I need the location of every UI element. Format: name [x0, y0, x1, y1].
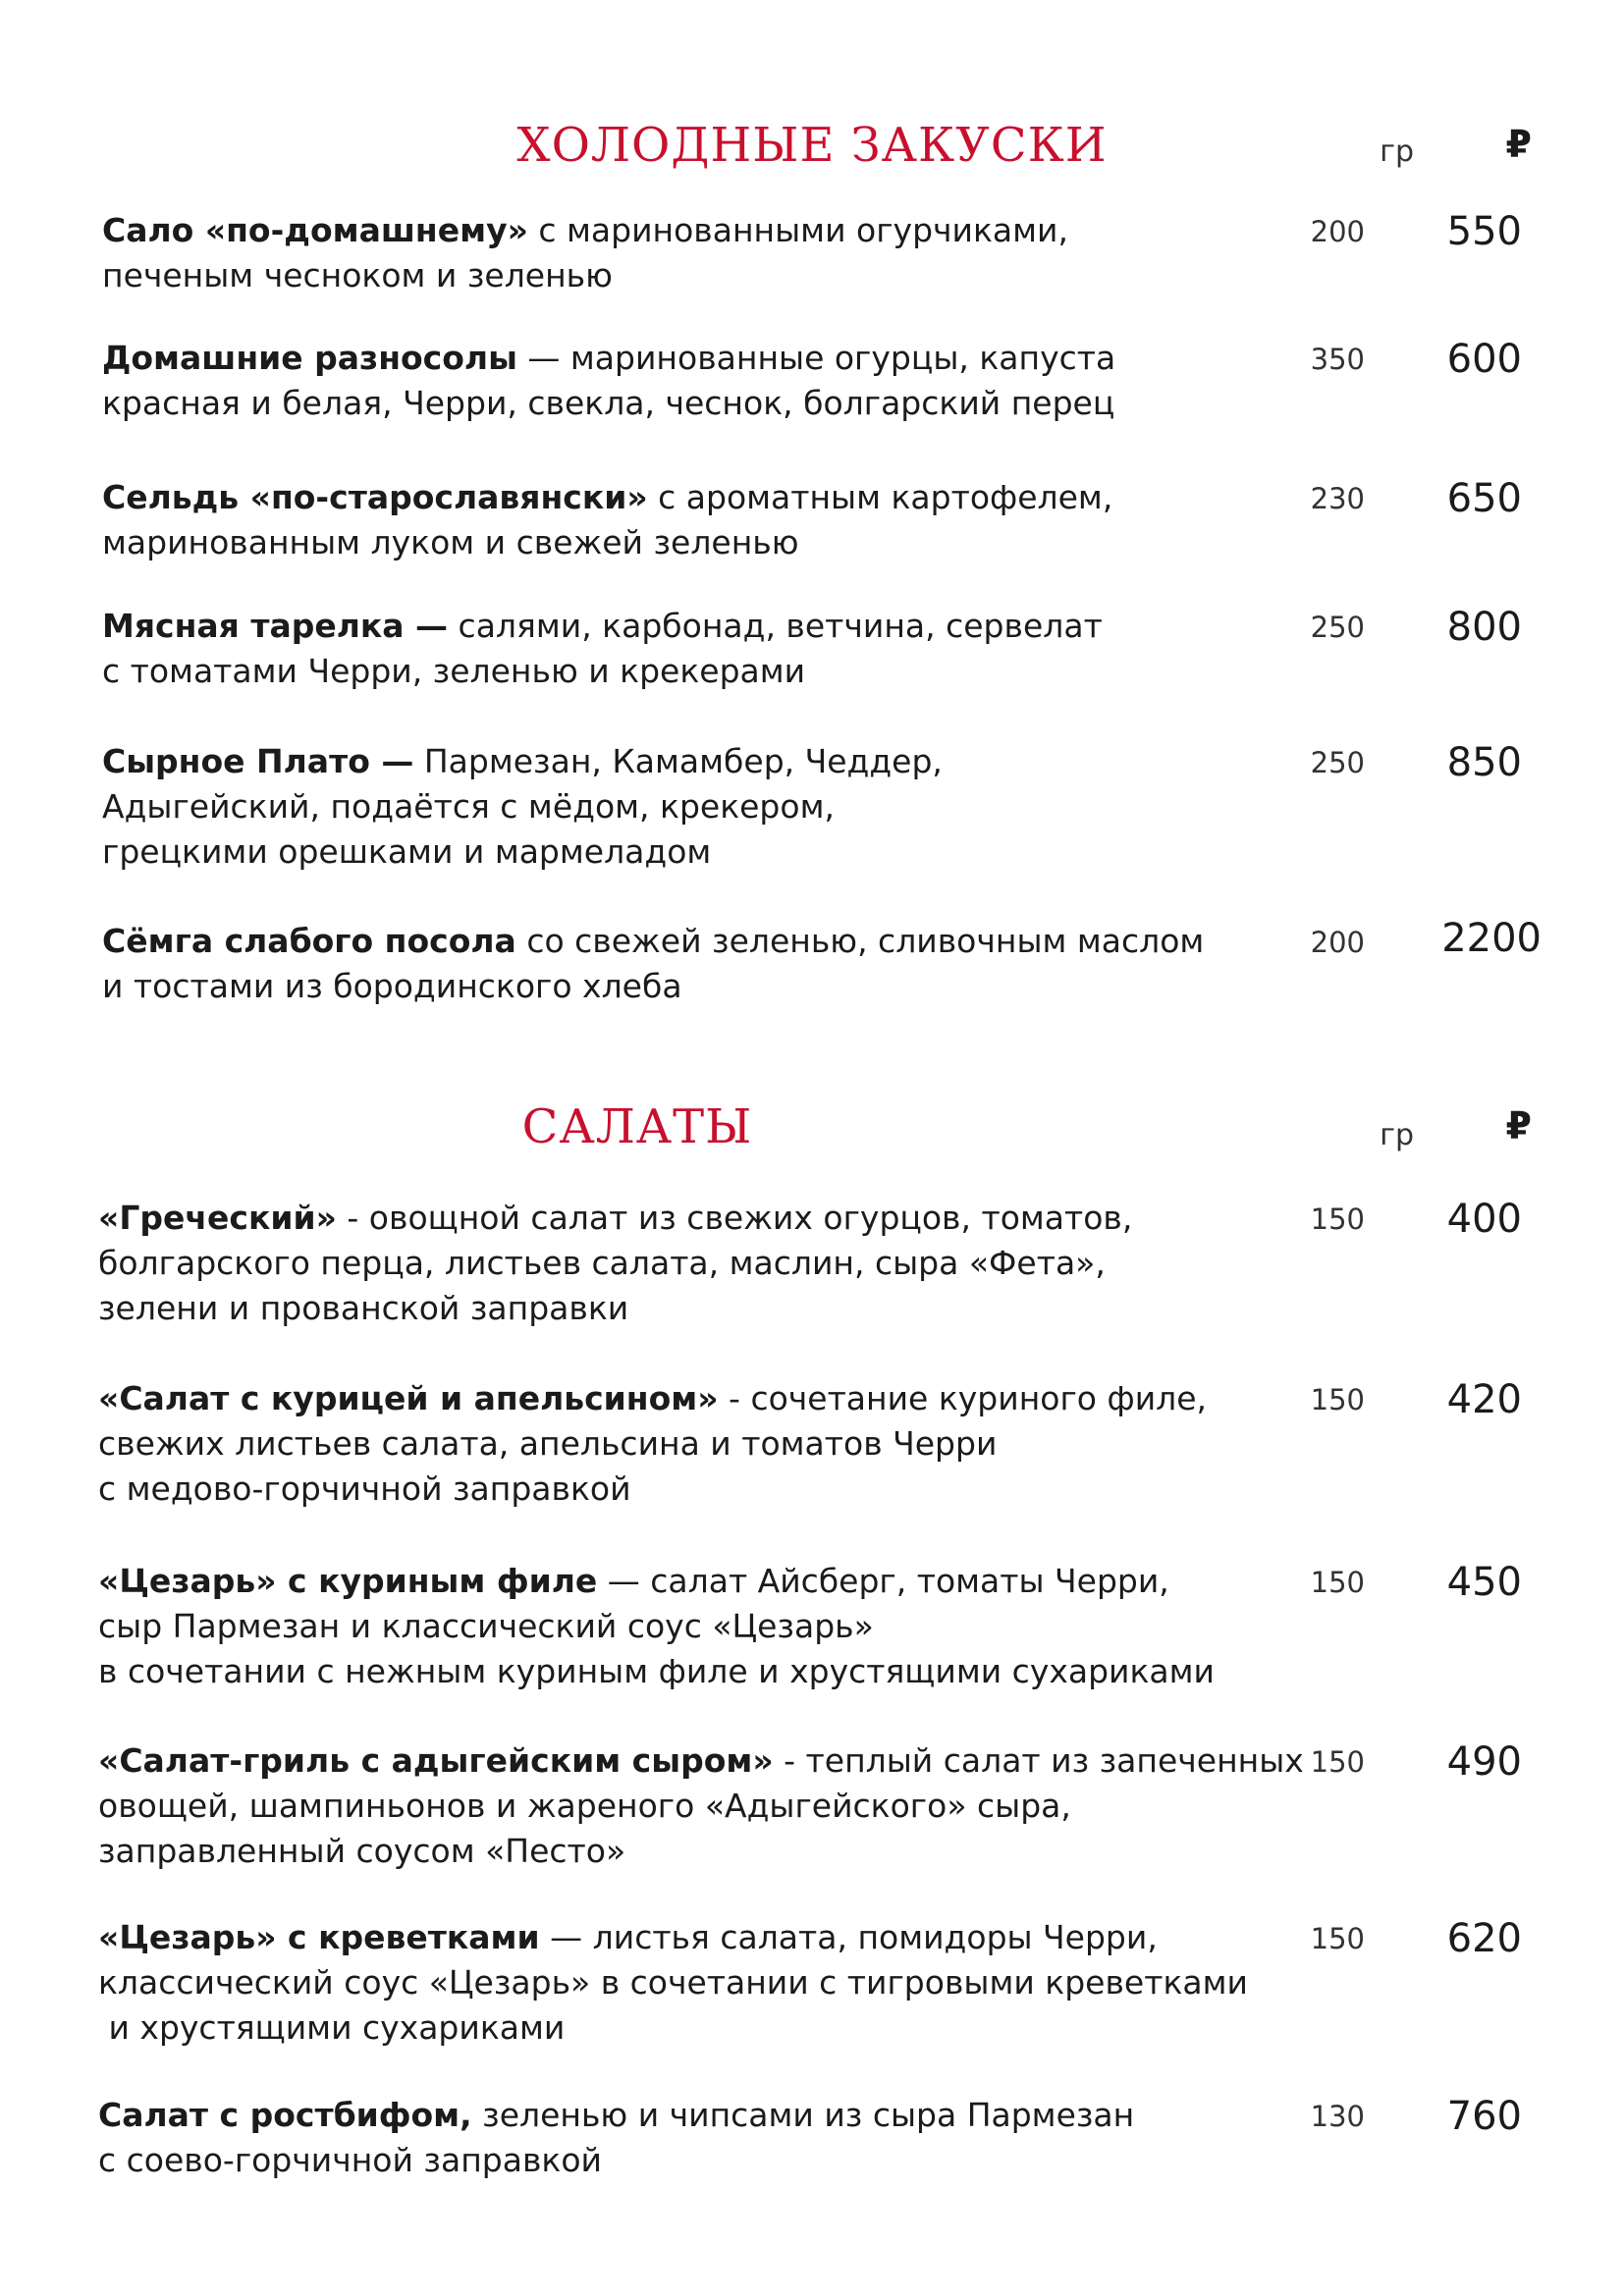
- item-description-line: маринованным луком и свежей зеленью: [102, 523, 799, 561]
- item-weight: 150: [1310, 1383, 1365, 1416]
- item-description-line: свежих листьев салата, апельсина и томатов Черри: [98, 1424, 998, 1463]
- item-description: [102, 208, 1320, 298]
- weight-column-header: гр: [1380, 134, 1414, 169]
- item-name: «Салат с курицей и апельсином»: [98, 1379, 719, 1417]
- item-description: [98, 2093, 1316, 2183]
- item-description-line: и хрустящими сухариками: [98, 2008, 566, 2047]
- item-description-line: сыр Пармезан и классический соус «Цезарь»: [98, 1607, 874, 1645]
- item-description-first-line: — маринованные огурцы, капуста: [516, 339, 1116, 377]
- item-description-first-line: - овощной салат из свежих огурцов, томатов,: [336, 1199, 1133, 1237]
- item-name: Сало «по-домашнему»: [102, 211, 528, 249]
- item-description-first-line: зеленью и чипсами из сыра Пармезан: [471, 2096, 1135, 2134]
- item-description: [102, 739, 1320, 875]
- item-weight: 150: [1310, 1202, 1365, 1236]
- item-description: [102, 475, 1320, 565]
- price-column-header: ₽: [1505, 1104, 1532, 1148]
- item-description-first-line: - теплый салат из запеченных: [773, 1741, 1304, 1780]
- item-description-line: зелени и прованской заправки: [98, 1289, 629, 1327]
- item-price: 650: [1446, 476, 1522, 521]
- item-name: «Цезарь» с креветками: [98, 1918, 540, 1956]
- section-title: САЛАТЫ: [521, 1099, 753, 1154]
- item-name: «Греческий»: [98, 1199, 337, 1237]
- item-description-line: классический соус «Цезарь» в сочетании с тигровыми креветками: [98, 1963, 1248, 2002]
- item-price: 420: [1446, 1377, 1522, 1422]
- item-description-line: овощей, шампиньонов и жареного «Адыгейского» сыра,: [98, 1787, 1071, 1825]
- price-column-header: ₽: [1505, 123, 1532, 166]
- item-price: 760: [1446, 2094, 1522, 2139]
- item-name: Салат с ростбифом,: [98, 2096, 472, 2134]
- item-weight: 150: [1310, 1566, 1365, 1599]
- item-description-first-line: салями, карбонад, ветчина, сервелат: [448, 607, 1103, 645]
- item-name: Сельдь «по-старославянски»: [102, 478, 648, 516]
- item-name: Домашние разносолы: [102, 339, 517, 377]
- item-name: Сырное Плато —: [102, 742, 414, 780]
- item-description-line: грецкими орешками и мармеладом: [102, 832, 712, 871]
- item-weight: 250: [1310, 746, 1365, 779]
- section-header-cold-appetizers: [0, 118, 1624, 196]
- item-description: [98, 1376, 1316, 1512]
- item-price: 600: [1446, 337, 1522, 382]
- item-description-line: с томатами Черри, зеленью и крекерами: [102, 652, 806, 690]
- item-price: 620: [1446, 1916, 1522, 1961]
- item-description: [102, 604, 1320, 694]
- item-description-line: заправленный соусом «Песто»: [98, 1832, 626, 1870]
- item-price: 450: [1446, 1560, 1522, 1605]
- item-description-first-line: с маринованными огурчиками,: [527, 211, 1068, 249]
- item-description-line: и тостами из бородинского хлеба: [102, 967, 682, 1005]
- item-weight: 250: [1310, 611, 1365, 644]
- item-weight: 150: [1310, 1922, 1365, 1955]
- item-name: Сёмга слабого посола: [102, 922, 516, 960]
- item-name: Мясная тарелка —: [102, 607, 449, 645]
- item-description-line: с соево-горчичной заправкой: [98, 2141, 602, 2179]
- item-description-line: Адыгейский, подаётся с мёдом, крекером,: [102, 787, 835, 826]
- item-weight: 350: [1310, 343, 1365, 376]
- item-description-line: с медово-горчичной заправкой: [98, 1469, 631, 1508]
- item-description: [98, 1738, 1316, 1874]
- item-description: [98, 1559, 1316, 1694]
- item-price: 800: [1446, 605, 1522, 650]
- item-description-first-line: со свежей зеленью, сливочным маслом: [515, 922, 1205, 960]
- item-description: [98, 1915, 1316, 2051]
- section-title: ХОЛОДНЫЕ ЗАКУСКИ: [516, 118, 1108, 173]
- item-price: 400: [1446, 1197, 1522, 1242]
- item-price: 2200: [1441, 916, 1542, 961]
- section-header-salads: [0, 1099, 1624, 1178]
- item-description-first-line: — листья салата, помидоры Черри,: [539, 1918, 1158, 1956]
- weight-column-header: гр: [1380, 1118, 1414, 1152]
- item-description-line: печеным чесноком и зеленью: [102, 256, 613, 294]
- item-description: [102, 336, 1320, 426]
- item-price: 850: [1446, 740, 1522, 785]
- item-weight: 130: [1310, 2100, 1365, 2133]
- item-description: [98, 1196, 1316, 1331]
- item-weight: 150: [1310, 1745, 1365, 1779]
- item-description-first-line: Пармезан, Камамбер, Чеддер,: [413, 742, 943, 780]
- item-description-line: красная и белая, Черри, свекла, чеснок, болгарский перец: [102, 384, 1115, 422]
- item-weight: 200: [1310, 215, 1365, 248]
- item-name: «Салат-гриль с адыгейским сыром»: [98, 1741, 774, 1780]
- item-description-first-line: с ароматным картофелем,: [647, 478, 1113, 516]
- item-description-first-line: — салат Айсберг, томаты Черри,: [597, 1562, 1169, 1600]
- item-price: 490: [1446, 1739, 1522, 1785]
- item-weight: 230: [1310, 482, 1365, 515]
- item-weight: 200: [1310, 926, 1365, 959]
- item-description-first-line: - сочетание куриного филе,: [718, 1379, 1208, 1417]
- item-price: 550: [1446, 209, 1522, 254]
- item-description: [102, 919, 1320, 1009]
- item-name: «Цезарь» с куриным филе: [98, 1562, 598, 1600]
- item-description-line: болгарского перца, листьев салата, маслин, сыра «Фета»,: [98, 1244, 1106, 1282]
- item-description-line: в сочетании с нежным куриным филе и хрустящими сухариками: [98, 1652, 1215, 1690]
